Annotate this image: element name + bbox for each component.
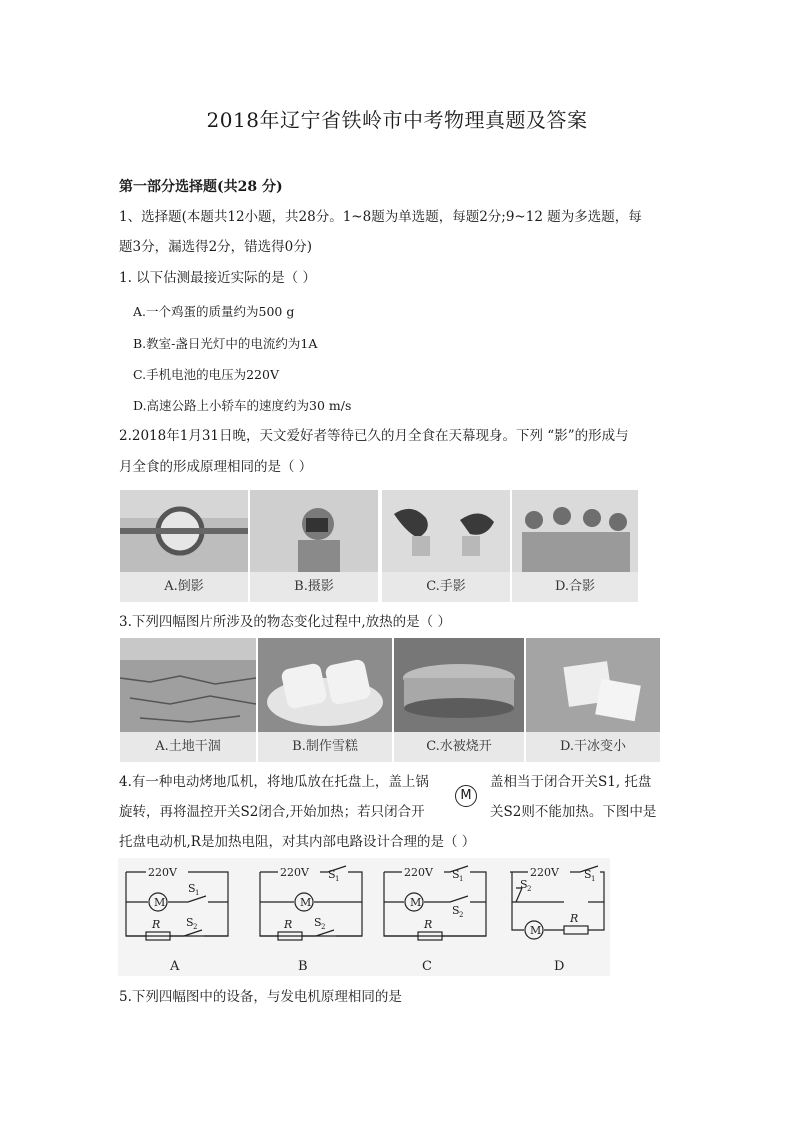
q3-image-c (394, 638, 524, 762)
circuit-label-d: D (554, 959, 565, 974)
q4-line-1a: 4.有一种电动烤地瓜机，将地瓜放在托盘上，盖上锅 (119, 774, 429, 790)
q2-caption-d: D.合影 (512, 572, 638, 602)
q4-circuit-diagrams (118, 858, 610, 976)
circuit-b-s2: S (314, 916, 322, 929)
circuit-d-resistor: R (570, 912, 579, 925)
q3-image-d (526, 638, 660, 762)
circuit-d-s2-sub: 2 (527, 885, 532, 893)
circuit-label-c: C (422, 959, 432, 974)
circuit-diagram-svg (118, 858, 610, 976)
q1-option-a: A.一个鸡蛋的质量约为500 g (133, 304, 295, 319)
circuit-d-voltage: 220V (530, 866, 559, 879)
circuit-label-a: A (170, 959, 180, 974)
q1-option-b: B.教室-盏日光灯中的电流约为1A (133, 336, 318, 351)
circuit-d-motor: M (530, 924, 542, 937)
group-photo (512, 490, 638, 572)
circuit-d-s1-sub: 1 (591, 875, 596, 883)
circuit-c-s1-sub: 1 (459, 875, 464, 883)
q1-option-d: D.高速公路上小轿车的速度约为30 m/s (133, 398, 352, 413)
q4-line-1b: 盖相当于闭合开关S1, 托盘 (490, 774, 652, 790)
circuit-c-s2-sub: 2 (459, 911, 464, 919)
q2-caption-b: B.摄影 (250, 572, 378, 602)
dry-soil-photo (120, 638, 256, 732)
motor-symbol-icon: M (455, 785, 477, 807)
ice-cream-photo (258, 638, 392, 732)
q2-caption-a: A.倒影 (120, 572, 248, 602)
page-title: 2018年辽宁省铁岭市中考物理真题及答案 (206, 108, 588, 132)
q4-line-2a: 旋转，再将温控开关S2闭合,开始加热；若只闭合开 (119, 804, 425, 820)
q2-line-1: 2.2018年1月31日晚，天文爱好者等待已久的月全食在天幕现身。下列 “影”的形成与 (119, 428, 629, 444)
circuit-a-voltage: 220V (148, 866, 177, 879)
circuit-c-motor: M (410, 896, 422, 909)
q2-line-2: 月全食的形成原理相同的是（ ） (119, 459, 313, 475)
circuit-a-s1-sub: 1 (195, 889, 200, 897)
dry-ice-photo (526, 638, 660, 732)
intro-line-1: 1、选择题(本题共12小题，共28分。1~8题为单选题，每题2分;9~12 题为多选题，每 (119, 209, 642, 225)
circuit-c-resistor: R (424, 918, 433, 931)
q3-caption-d: D.干冰变小 (526, 732, 660, 762)
q3-image-a (120, 638, 256, 762)
q4-line-3: 托盘电动机,R是加热电阻，对其内部电路设计合理的是（ ） (119, 834, 476, 850)
circuit-d-s1: S (584, 868, 592, 881)
photographer-photo (250, 490, 378, 572)
intro-line-2: 题3分，漏选得2分，错选得0分) (119, 239, 313, 255)
circuit-a-s2-sub: 2 (193, 923, 198, 931)
hand-shadow-photo (382, 490, 510, 572)
circuit-b-motor: M (300, 896, 312, 909)
q1-option-c: C.手机电池的电压为220V (133, 367, 279, 382)
q2-caption-c: C.手影 (382, 572, 510, 602)
q2-image-d (512, 490, 638, 602)
q2-image-b (250, 490, 378, 602)
q3-stem: 3.下列四幅图片所涉及的物态变化过程中,放热的是（ ） (119, 614, 451, 630)
boiling-water-photo (394, 638, 524, 732)
circuit-c-s2: S (452, 904, 460, 917)
q5-stem: 5.下列四幅图中的设备，与发电机原理相同的是 (119, 989, 402, 1005)
q3-caption-b: B.制作雪糕 (258, 732, 392, 762)
q2-image-c (382, 490, 510, 602)
circuit-b-s2-sub: 2 (321, 923, 326, 931)
circuit-b-s1-sub: 1 (335, 875, 340, 883)
circuit-c-s1: S (452, 868, 460, 881)
q4-line-2b: 关S2则不能加热。下图中是 (490, 804, 657, 820)
q3-caption-c: C.水被烧开 (394, 732, 524, 762)
q1-stem: 1. 以下估测最接近实际的是（ ） (119, 270, 316, 286)
circuit-a-motor: M (154, 896, 166, 909)
circuit-a-resistor: R (152, 918, 161, 931)
circuit-b-s1: S (328, 868, 336, 881)
bridge-reflection-photo (120, 490, 248, 572)
circuit-d-s2: S (520, 878, 528, 891)
circuit-c-voltage: 220V (404, 866, 433, 879)
circuit-a-s2: S (186, 916, 194, 929)
q2-image-a (120, 490, 248, 602)
circuit-a-s1: S (188, 882, 196, 895)
q3-image-b (258, 638, 392, 762)
circuit-label-b: B (298, 959, 308, 974)
circuit-b-voltage: 220V (280, 866, 309, 879)
section-heading: 第一部分选择题(共28 分) (119, 179, 283, 195)
circuit-b-resistor: R (284, 918, 293, 931)
q3-caption-a: A.土地干涸 (120, 732, 256, 762)
